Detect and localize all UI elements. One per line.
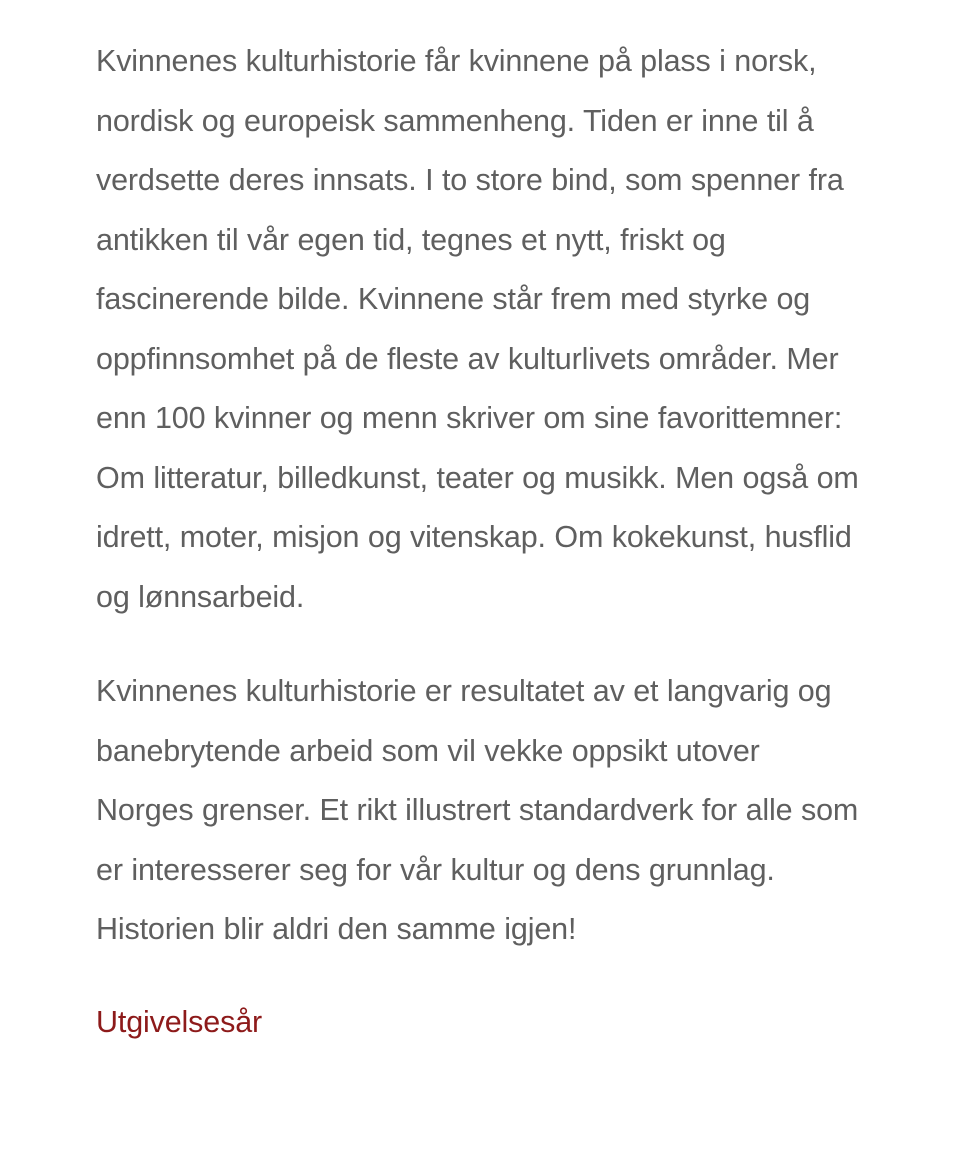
article-paragraph-1: Kvinnenes kulturhistorie får kvinnene på plass i norsk, nordisk og europeisk sammenheng. Tiden er inne til å verdsette deres innsats. I to store bind, som spenner fra antikken til vår egen tid, tegnes et nytt, friskt og fascinerende bilde. Kvinnene står frem med styrke og oppfinnsomhet på de fleste av kulturlivets områder. Mer enn 100 kvinner og menn skriver om sine favorittemner: Om litteratur, billedkunst, teater og musikk. Men også om idrett, moter, misjon og vitenskap. Om kokekunst, husflid og lønnsarbeid. (96, 44, 859, 614)
footer-link[interactable]: Utgivelsesår (96, 1004, 263, 1039)
article-paragraph-2: Kvinnenes kulturhistorie er resultatet av et langvarig og banebrytende arbeid som vil vekke oppsikt utover Norges grenser. Et rikt illustrert standardverk for alle som er interesserer seg for vår kultur og dens grunnlag. Historien blir aldri den samme igjen! (96, 674, 859, 946)
article-content (96, 0, 864, 1052)
